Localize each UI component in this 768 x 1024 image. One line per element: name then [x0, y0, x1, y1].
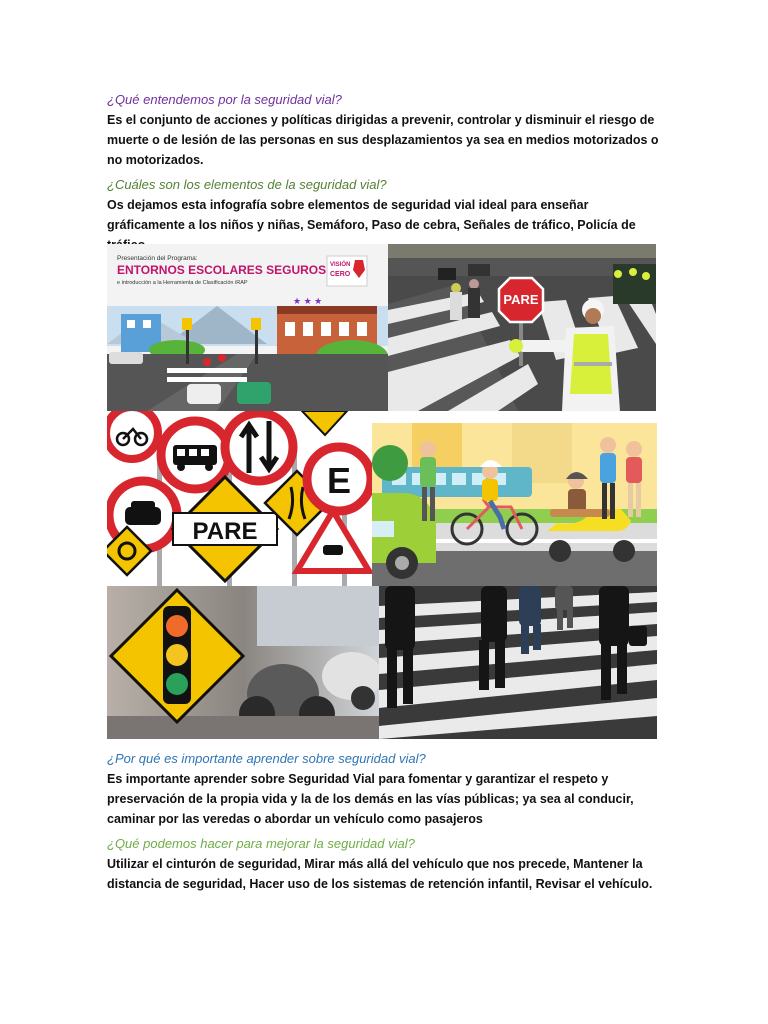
section-1-answer: Es el conjunto de acciones y políticas dirigidas a prevenir, controlar y disminuir el riesgo de muerte o de lesión de las personas en sus desplazamientos ya sea en medios motorizados o no motorizados. — [107, 113, 659, 167]
entornos-caption: e introducción a la Herramienta de Clasificación iRAP — [117, 280, 248, 286]
traffic-signs-image — [107, 411, 372, 586]
svg-text:★ ★ ★: ★ ★ ★ — [293, 296, 323, 306]
traffic-light-sign-image — [107, 586, 379, 739]
section-3-answer: Es importante aprender sobre Seguridad Vial para fomentar y garantizar el respeto y preservación de la propia vida y la de los demás en las vías públicas; ya sea al conducir, caminar por las veredas o abordar un vehículo como pasajeros — [107, 772, 634, 826]
vision-cero-logo-line1: VISIÓN — [330, 262, 351, 268]
section-2-answer: Os dejamos esta infografía sobre elementos de seguridad vial ideal para enseñar gráficamente a los niños y niñas, Semáforo, Paso de cebra, Señales de tráfico, Policía de — [107, 198, 636, 232]
section-2-question: ¿Cuáles son los elementos de la seguridad vial? — [107, 177, 387, 192]
cyclists-illustration-image — [372, 423, 657, 586]
pare-sign-text: PARE — [503, 292, 539, 307]
vision-cero-logo-line2: CERO — [330, 271, 351, 278]
section-4-question: ¿Qué podemos hacer para mejorar la seguridad vial? — [107, 836, 415, 851]
entornos-subtitle: Presentación del Programa: — [117, 255, 198, 262]
entornos-title: ENTORNOS ESCOLARES SEGUROS — [117, 263, 327, 277]
pare-road-sign-text: PARE — [192, 518, 258, 545]
section-4-answer: Utilizar el cinturón de seguridad, Mirar más allá del vehículo que nos precede, Mantener la distancia de seguridad, Hacer uso de los sistemas de retención infantil, Revisar el vehículo. — [107, 857, 653, 891]
police-officer-image — [388, 244, 656, 411]
entornos-escolares-image — [107, 244, 388, 411]
section-1-question: ¿Qué entendemos por la seguridad vial? — [107, 92, 342, 107]
section-3-question: ¿Por qué es importante aprender sobre seguridad vial? — [107, 751, 426, 766]
e-sign-text: E — [326, 460, 352, 501]
pedestrian-crosswalk-image — [379, 586, 657, 739]
